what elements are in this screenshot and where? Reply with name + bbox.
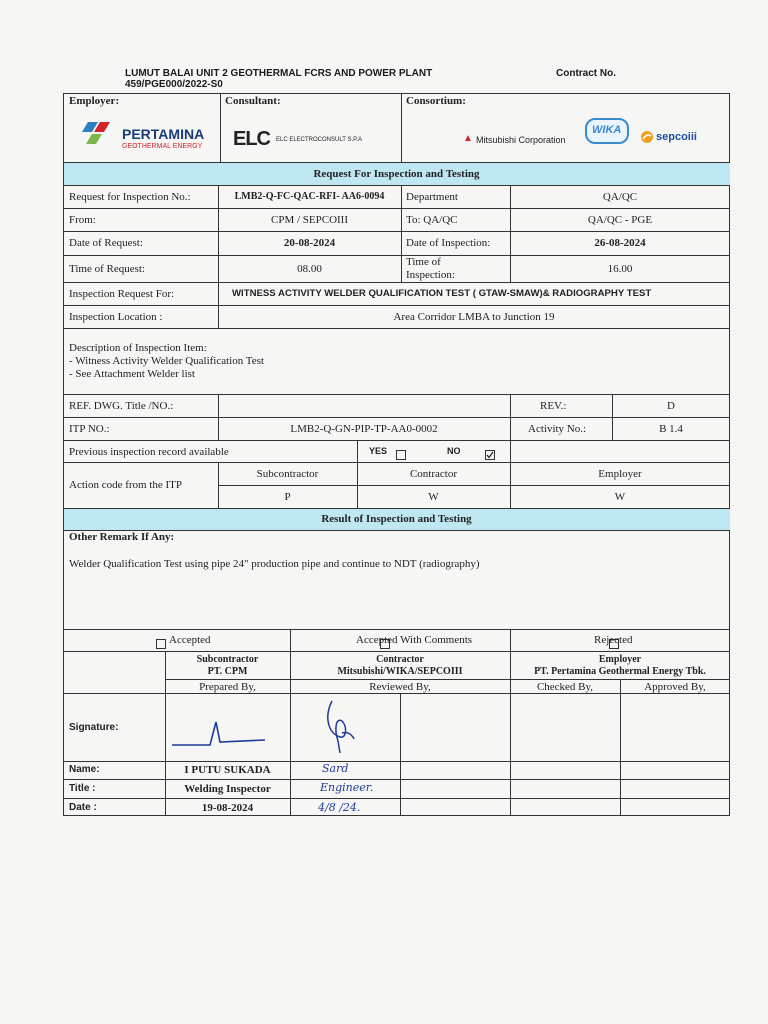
date-request-label: Date of Request: xyxy=(69,237,143,249)
signoff-con-title2: Mitsubishi/WIKA/SEPCOIII xyxy=(337,666,463,677)
description-title: Description of Inspection Item: xyxy=(69,342,207,354)
date-inspection-label: Date of Inspection: xyxy=(406,237,491,249)
action-sub-label: Subcontractor xyxy=(256,468,319,480)
accepted-label: Accepted xyxy=(169,634,211,646)
action-sub-value: P xyxy=(284,491,291,503)
sepcoiii-logo: sepcoiii xyxy=(640,130,710,146)
con-title-handwritten: Engineer. xyxy=(320,781,374,794)
date-request-value: 20-08-2024 xyxy=(283,237,336,249)
inspection-for-value: WITNESS ACTIVITY WELDER QUALIFICATION TEST ( GTAW-SMAW)& RADIOGRAPHY TEST xyxy=(232,288,652,299)
pertamina-logo xyxy=(80,118,215,154)
accepted-checkbox[interactable] xyxy=(156,639,166,649)
signature-label: Signature: xyxy=(69,722,119,733)
other-remark-text: Welder Qualification Test using pipe 24" production pipe and continue to NDT (radiography) xyxy=(69,558,480,570)
location-value: Area Corridor LMBA to Junction 19 xyxy=(393,311,555,323)
signoff-emp-title2: PT. Pertamina Geothermal Energy Tbk. xyxy=(534,666,706,677)
action-emp-value: W xyxy=(614,491,626,503)
prepared-by-label: Prepared By, xyxy=(199,681,256,693)
description-line2: - See Attachment Welder list xyxy=(69,368,195,380)
mitsubishi-diamond-icon: ▲ xyxy=(463,133,473,144)
mitsubishi-name: Mitsubishi Corporation xyxy=(476,135,566,145)
con-date-handwritten: 4/8 /24. xyxy=(318,801,361,814)
ref-dwg-label: REF. DWG. Title /NO.: xyxy=(69,400,174,412)
result-section-title: Result of Inspection and Testing xyxy=(321,513,472,525)
signoff-emp-title1: Employer xyxy=(598,654,642,665)
yes-label: YES xyxy=(369,446,388,456)
time-inspection-label-1: Time of xyxy=(406,256,441,268)
date-label: Date : xyxy=(69,802,97,813)
contractor-signature xyxy=(318,697,368,757)
check-icon xyxy=(486,451,494,459)
previous-record-label: Previous inspection record available xyxy=(69,446,229,458)
reviewed-by-label: Reviewed By, xyxy=(369,681,431,693)
approved-by-label: Approved By, xyxy=(644,681,706,693)
pertamina-mark-icon xyxy=(80,118,116,148)
other-remark-label: Other Remark If Any: xyxy=(69,531,175,543)
to-label: To: QA/QC xyxy=(406,214,458,226)
title-label: Title : xyxy=(69,783,96,794)
name-label: Name: xyxy=(69,764,100,775)
rev-value: D xyxy=(667,400,675,412)
to-value: QA/QC - PGE xyxy=(587,214,653,226)
activity-label: Activity No.: xyxy=(528,423,587,435)
no-label: NO xyxy=(447,446,461,456)
signoff-sub-title2: PT. CPM xyxy=(207,666,248,677)
location-label: Inspection Location : xyxy=(69,311,163,323)
action-con-value: W xyxy=(428,491,439,503)
from-value: CPM / SEPCOIII xyxy=(270,214,349,226)
action-con-label: Contractor xyxy=(409,468,458,480)
consortium-label: Consortium: xyxy=(406,95,466,107)
pertamina-name: PERTAMINA xyxy=(122,126,205,142)
sepco-mark-icon xyxy=(640,130,654,144)
action-code-label: Action code from the ITP xyxy=(69,479,183,491)
checked-by-label: Checked By, xyxy=(536,681,594,693)
time-request-label: Time of Request: xyxy=(69,263,145,275)
pertamina-subtitle: GEOTHERMAL ENERGY xyxy=(122,143,203,150)
itp-label: ITP NO.: xyxy=(69,423,110,435)
activity-value: B 1.4 xyxy=(659,423,683,435)
rejected-label: Rejected xyxy=(594,634,633,646)
accepted-comments-label: Accepted With Comments xyxy=(356,634,473,646)
no-checkbox-checked[interactable] xyxy=(485,450,495,460)
action-emp-label: Employer xyxy=(598,468,642,480)
employer-label: Employer: xyxy=(69,95,120,107)
from-label: From: xyxy=(69,214,96,226)
itp-value: LMB2-Q-GN-PIP-TP-AA0-0002 xyxy=(290,423,438,435)
rfi-no-value: LMB2-Q-FC-QAC-RFI- AA6-0094 xyxy=(234,191,385,202)
subcontractor-signature xyxy=(170,712,270,752)
department-label: Department xyxy=(406,191,458,203)
time-inspection-value: 16.00 xyxy=(607,263,633,275)
description-line1: - Witness Activity Welder Qualification Test xyxy=(69,355,264,367)
rfi-no-label: Request for Inspection No.: xyxy=(69,191,191,203)
yes-checkbox[interactable] xyxy=(396,450,406,460)
request-section-title: Request For Inspection and Testing xyxy=(313,168,480,180)
elc-name: ELC ELECTROCONSULT S.P.A xyxy=(276,137,363,143)
inspection-for-label: Inspection Request For: xyxy=(69,288,175,300)
department-value: QA/QC xyxy=(602,191,638,203)
sub-title-value: Welding Inspector xyxy=(184,783,271,795)
elc-mark: ELC xyxy=(233,128,270,150)
signoff-sub-title1: Subcontractor xyxy=(196,654,259,665)
time-inspection-label-2: Inspection: xyxy=(406,269,455,281)
project-title: LUMUT BALAI UNIT 2 GEOTHERMAL FCRS AND POWER PLANT 459/PGE000/2022-S0 xyxy=(125,68,433,90)
date-inspection-value: 26-08-2024 xyxy=(594,237,646,249)
consultant-label: Consultant: xyxy=(225,95,281,107)
signoff-con-title1: Contractor xyxy=(376,654,424,665)
elc-logo xyxy=(233,128,393,152)
con-name-handwritten: Sard xyxy=(322,762,349,775)
contract-label: Contract No. xyxy=(556,68,616,79)
rev-label: REV.: xyxy=(540,400,567,412)
sub-name-value: I PUTU SUKADA xyxy=(184,764,271,776)
time-request-value: 08.00 xyxy=(297,263,322,275)
sub-date-value: 19-08-2024 xyxy=(201,802,254,814)
wika-logo: WIKA xyxy=(585,118,629,144)
